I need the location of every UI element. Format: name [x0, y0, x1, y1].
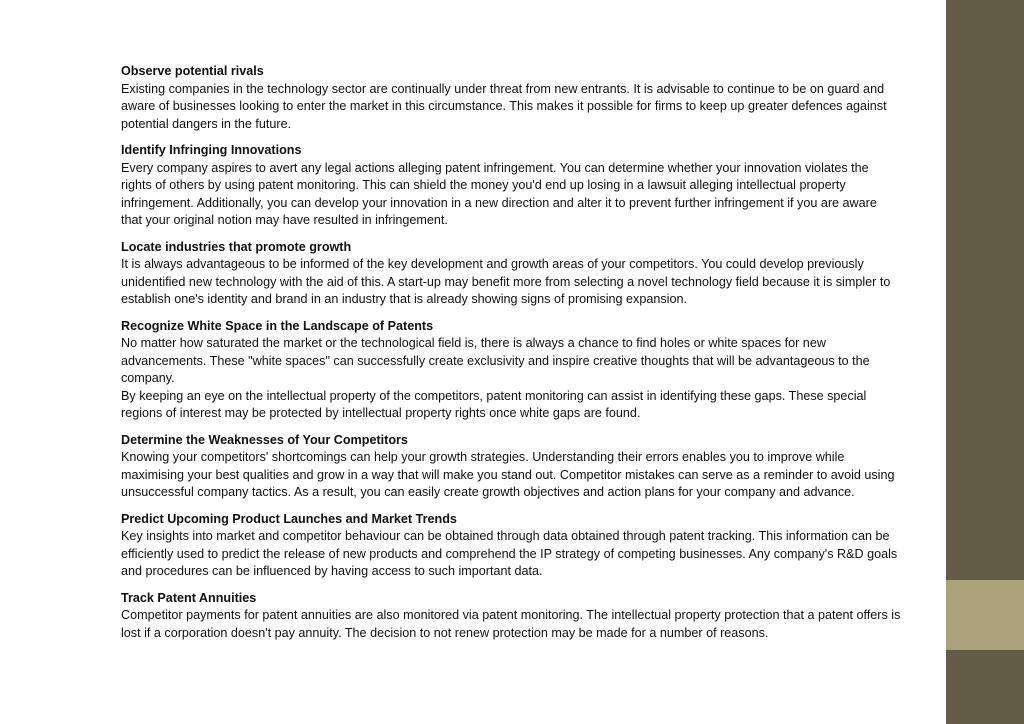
document-body	[121, 63, 901, 651]
section-observe-rivals	[121, 63, 901, 133]
section-paragraph: Key insights into market and competitor behaviour can be obtained through data obtained through patent tracking. This information can be efficiently used to predict the release of new products and comprehend the IP strategy of competing businesses. Any company's R&D goals and procedures can be influenced by having access to such important data.	[121, 529, 898, 578]
section-paragraph: Knowing your competitors' shortcomings can help your growth strategies. Understanding their errors enables you to improve while maximising your best qualities and grow in a way that will make you stand out. Competitor mistakes can serve as a reminder to avoid using unsuccessful company tactics. As a result, you can easily create growth objectives and action plans for your company and advance.	[121, 450, 895, 499]
section-heading: Recognize White Space in the Landscape of Patents	[121, 318, 434, 333]
section-paragraph: By keeping an eye on the intellectual property of the competitors, patent monitoring can assist in identifying these gaps. These special regions of interest may be protected by intellectual property rights once white gaps are found.	[121, 388, 867, 420]
section-heading: Identify Infringing Innovations	[121, 143, 302, 157]
section-white-space	[121, 318, 901, 423]
sidebar-accent-block	[946, 580, 1024, 650]
section-product-launches	[121, 511, 901, 581]
section-patent-annuities	[121, 590, 901, 643]
section-heading: Predict Upcoming Product Launches and Market Trends	[121, 511, 457, 526]
section-heading: Determine the Weaknesses of Your Competitors	[121, 432, 408, 447]
section-paragraph: Every company aspires to avert any legal actions alleging patent infringement. You can determine whether your innovation violates the rights of others by using patent monitoring. This can shield the money you'd end up losing in a lawsuit alleging intellectual property infringement. Additionally, you can develop your innovation in a new direction and alter it to prevent further infringement if you are aware that your original notion may have resulted in infringement.	[121, 160, 877, 227]
section-paragraph: No matter how saturated the market or the technological field is, there is always a chance to find holes or white spaces for new advancements. These "white spaces" can successfully create exclusivity and inspire creative thoughts that will be advantageous to the company.	[121, 336, 870, 385]
section-heading: Track Patent Annuities	[121, 590, 257, 605]
section-competitor-weaknesses	[121, 432, 901, 502]
section-paragraph: Existing companies in the technology sector are continually under threat from new entrants. It is advisable to continue to be on guard and aware of businesses looking to enter the market in this circumstance. This makes it possible for firms to keep up greater defences against potential dangers in the future.	[121, 81, 887, 131]
section-infringing-innovations	[121, 142, 901, 230]
section-growth-industries	[121, 239, 901, 309]
section-heading: Observe potential rivals	[121, 64, 264, 78]
section-paragraph: It is always advantageous to be informed of the key development and growth areas of your competitors. You could develop previously unidentified new technology with the aid of this. A start-up may benefit more from selecting a novel technology field because it is simpler to establish one's identity and brand in an industry that is already showing signs of promising expansion.	[121, 257, 891, 306]
section-heading: Locate industries that promote growth	[121, 239, 352, 254]
section-paragraph: Competitor payments for patent annuities are also monitored via patent monitoring. The intellectual property protection that a patent offers is lost if a corporation doesn't pay annuity. The decision to not renew protection may be made for a number of reasons.	[121, 608, 901, 640]
